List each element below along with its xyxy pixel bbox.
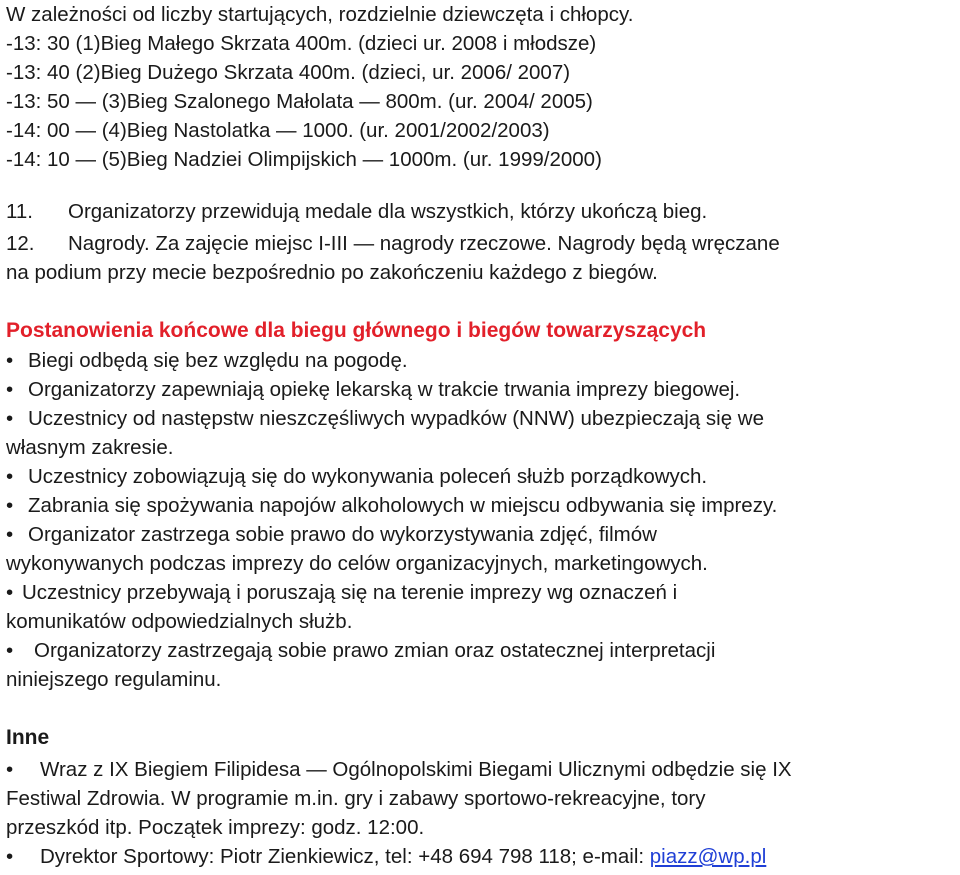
bullet: • [6, 845, 14, 868]
point-number: 11. [6, 200, 33, 223]
bullet: • [6, 758, 14, 781]
point-11 [6, 197, 707, 226]
bullet: • [6, 378, 14, 401]
list-item: • Biegi odbędą się bez względu na pogodę. [6, 346, 408, 375]
bullet: • [6, 407, 14, 430]
list-item: • Organizator zastrzega sobie prawo do wykorzystywania zdjęć, filmów [6, 520, 657, 549]
list-item-continuation: przeszkód itp. Początek imprezy: godz. 12:00. [6, 816, 425, 839]
list-item-continuation: Festiwal Zdrowia. W programie m.in. gry i zabawy sportowo-rekreacyjne, tory [6, 787, 706, 810]
bullet: • [6, 465, 14, 488]
list-item-continuation: wykonywanych podczas imprezy do celów organizacyjnych, marketingowych. [6, 552, 708, 575]
schedule-item: -13: 30 (1)Bieg Małego Skrzata 400m. (dzieci ur. 2008 i młodsze) [6, 32, 597, 55]
list-item: • Dyrektor Sportowy: Piotr Zienkiewicz, tel: +48 694 798 118; e-mail: piazz@wp.pl [6, 842, 766, 871]
email-link[interactable]: piazz@wp.pl [649, 845, 767, 868]
list-item: • Zabrania się spożywania napojów alkoholowych w miejscu odbywania się imprezy. [6, 491, 777, 520]
list-item: • Wraz z IX Biegiem Filipidesa — Ogólnopolskimi Biegami Ulicznymi odbędzie się IX [6, 755, 792, 784]
bullet: • [6, 639, 14, 662]
point-12 [6, 229, 780, 258]
point-number: 12. [6, 232, 35, 255]
list-item-continuation: własnym zakresie. [6, 436, 174, 459]
list-item-continuation: komunikatów odpowiedzialnych służb. [6, 610, 353, 633]
schedule-item: -13: 50 — (3)Bieg Szalonego Małolata — 800m. (ur. 2004/ 2005) [6, 90, 593, 113]
list-item-continuation: niniejszego regulaminu. [6, 668, 222, 691]
point-text: Nagrody. Za zajęcie miejsc I-III — nagrody rzeczowe. Nagrody będą wręczane [68, 232, 780, 255]
list-item: • Uczestnicy zobowiązują się do wykonywania poleceń służb porządkowych. [6, 462, 707, 491]
list-item: • Uczestnicy przebywają i poruszają się na terenie imprezy wg oznaczeń i [6, 578, 677, 607]
intro-text: W zależności od liczby startujących, rozdzielnie dziewczęta i chłopcy. [6, 3, 634, 26]
bullet: • [6, 581, 14, 604]
schedule-item: -14: 00 — (4)Bieg Nastolatka — 1000. (ur. 2001/2002/2003) [6, 119, 550, 142]
list-item: • Uczestnicy od następstw nieszczęśliwych wypadków (NNW) ubezpieczają się we [6, 404, 764, 433]
list-item: • Organizatorzy zastrzegają sobie prawo zmian oraz ostatecznej interpretacji [6, 636, 715, 665]
bullet: • [6, 494, 14, 517]
schedule-item: -13: 40 (2)Bieg Dużego Skrzata 400m. (dzieci, ur. 2006/ 2007) [6, 61, 571, 84]
list-item: • Organizatorzy zapewniają opiekę lekarską w trakcie trwania imprezy biegowej. [6, 375, 740, 404]
schedule-item: -14: 10 — (5)Bieg Nadziei Olimpijskich — 1000m. (ur. 1999/2000) [6, 148, 602, 171]
final-provisions-heading: Postanowienia końcowe dla biegu głównego i biegów towarzyszących [6, 319, 707, 342]
point-12-continuation: na podium przy mecie bezpośrednio po zakończeniu każdego z biegów. [6, 261, 658, 284]
bullet: • [6, 349, 14, 372]
other-heading: Inne [6, 726, 50, 749]
point-text: Organizatorzy przewidują medale dla wszystkich, którzy ukończą bieg. [68, 200, 708, 223]
bullet: • [6, 523, 14, 546]
